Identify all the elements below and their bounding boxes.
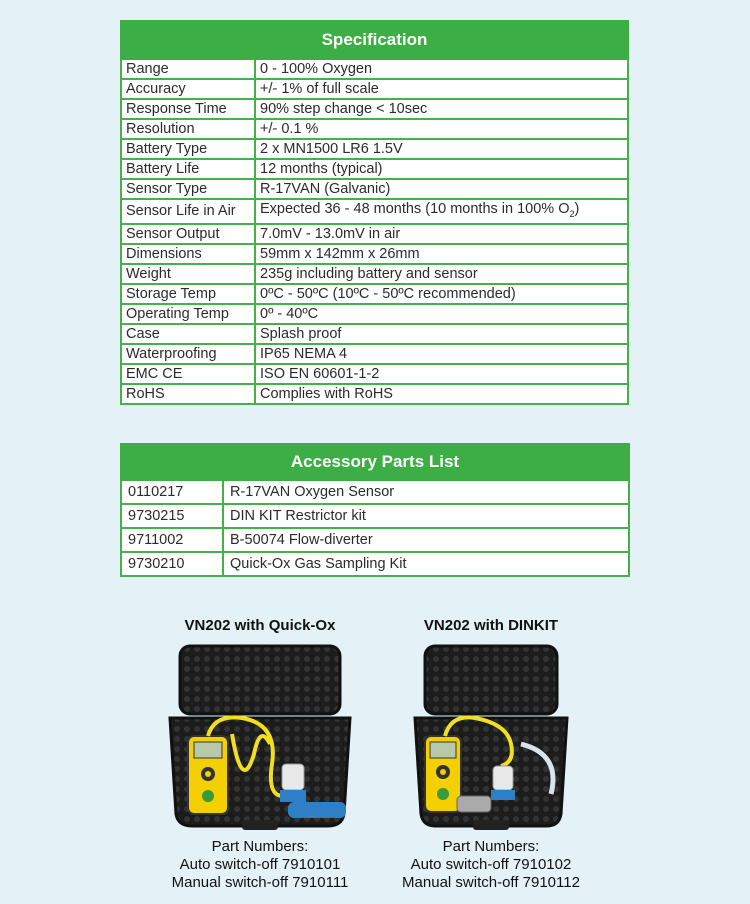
- spec-value: 90% step change < 10sec: [255, 99, 628, 119]
- spec-row: [121, 119, 628, 139]
- spec-label: Case: [121, 324, 255, 344]
- spec-value: 59mm x 142mm x 26mm: [255, 244, 628, 264]
- kit-dinkit: [366, 614, 616, 892]
- spec-value: IP65 NEMA 4: [255, 344, 628, 364]
- spec-label: Weight: [121, 264, 255, 284]
- spec-value: R-17VAN (Galvanic): [255, 179, 628, 199]
- spec-label: Dimensions: [121, 244, 255, 264]
- kit-caption: [366, 838, 616, 892]
- spec-row: [121, 99, 628, 119]
- spec-label: Battery Type: [121, 139, 255, 159]
- spec-value: +/- 0.1 %: [255, 119, 628, 139]
- spec-value: 2 x MN1500 LR6 1.5V: [255, 139, 628, 159]
- spec-label: Storage Temp: [121, 284, 255, 304]
- accessory-row: [121, 528, 629, 552]
- spec-row: [121, 244, 628, 264]
- spec-value: +/- 1% of full scale: [255, 79, 628, 99]
- accessory-row: [121, 552, 629, 576]
- part-numbers-label: Part Numbers:: [211, 838, 309, 855]
- accessory-header-row: [121, 444, 629, 480]
- spec-label: Sensor Type: [121, 179, 255, 199]
- spec-row: [121, 304, 628, 324]
- kit-quick-ox: [135, 614, 385, 892]
- part-description: R-17VAN Oxygen Sensor: [223, 480, 629, 504]
- part-description: DIN KIT Restrictor kit: [223, 504, 629, 528]
- spec-label: Operating Temp: [121, 304, 255, 324]
- spec-value-cell: [255, 199, 628, 224]
- spec-value: 0º - 40ºC: [255, 304, 628, 324]
- spec-label: Response Time: [121, 99, 255, 119]
- kit-title: VN202 with DINKIT: [423, 617, 559, 634]
- spec-row: [121, 364, 628, 384]
- spec-value-subscript: 2: [569, 208, 575, 219]
- kit-title: VN202 with Quick-Ox: [184, 617, 336, 634]
- spec-label: RoHS: [121, 384, 255, 404]
- spec-label: EMC CE: [121, 364, 255, 384]
- spec-label: Battery Life: [121, 159, 255, 179]
- spec-row: [121, 139, 628, 159]
- spec-label: Range: [121, 59, 255, 79]
- spec-row: [121, 224, 628, 244]
- accessory-row: [121, 480, 629, 504]
- kit-caption: [135, 838, 385, 892]
- accessory-title: Accessory Parts List: [121, 444, 629, 480]
- manual-switch-off-part: Manual switch-off 7910112: [402, 874, 580, 891]
- spec-label: Sensor Output: [121, 224, 255, 244]
- spec-value: 0ºC - 50ºC (10ºC - 50ºC recommended): [255, 284, 628, 304]
- spec-value: ISO EN 60601-1-2: [255, 364, 628, 384]
- spec-row: [121, 344, 628, 364]
- spec-value-end: ): [574, 201, 580, 217]
- spec-value: 0 - 100% Oxygen: [255, 59, 628, 79]
- part-number: 9730215: [121, 504, 223, 528]
- spec-label: Resolution: [121, 119, 255, 139]
- part-number: 0110217: [121, 480, 223, 504]
- part-numbers-label: Part Numbers:: [442, 838, 540, 855]
- spec-value: Expected 36 - 48 months (10 months in 100% O: [260, 201, 570, 217]
- auto-switch-off-part: Auto switch-off 7910102: [410, 856, 572, 873]
- spec-label: Accuracy: [121, 79, 255, 99]
- manual-switch-off-part: Manual switch-off 7910111: [171, 874, 349, 891]
- part-description: B-50074 Flow-diverter: [223, 528, 629, 552]
- part-description: Quick-Ox Gas Sampling Kit: [223, 552, 629, 576]
- accessory-parts-table: [120, 443, 630, 577]
- auto-switch-off-part: Auto switch-off 7910101: [179, 856, 341, 873]
- spec-value: Complies with RoHS: [255, 384, 628, 404]
- vn202-quick-ox-case-photo: [162, 644, 358, 834]
- spec-value: 12 months (typical): [255, 159, 628, 179]
- spec-value: 7.0mV - 13.0mV in air: [255, 224, 628, 244]
- spec-label: Waterproofing: [121, 344, 255, 364]
- part-number: 9711002: [121, 528, 223, 552]
- spec-row: [121, 79, 628, 99]
- spec-row: [121, 199, 628, 224]
- spec-label: Sensor Life in Air: [121, 199, 255, 224]
- part-number: 9730210: [121, 552, 223, 576]
- vn202-dinkit-case-photo: [411, 644, 571, 834]
- spec-row: [121, 159, 628, 179]
- spec-value: Splash proof: [255, 324, 628, 344]
- specification-header-row: [121, 21, 628, 59]
- spec-row: [121, 179, 628, 199]
- specification-table: [120, 20, 629, 405]
- spec-row: [121, 284, 628, 304]
- specification-title: Specification: [121, 21, 628, 59]
- spec-row: [121, 59, 628, 79]
- spec-row: [121, 384, 628, 404]
- accessory-row: [121, 504, 629, 528]
- spec-row: [121, 264, 628, 284]
- spec-value: 235g including battery and sensor: [255, 264, 628, 284]
- spec-row: [121, 324, 628, 344]
